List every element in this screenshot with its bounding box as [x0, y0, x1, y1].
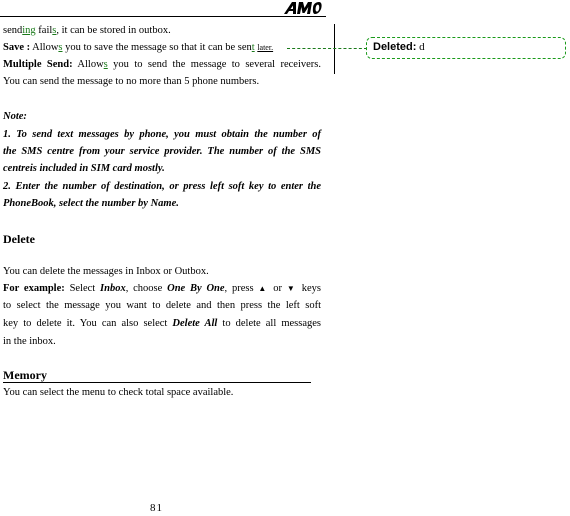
- tracked-insertion: s: [58, 42, 63, 53]
- revision-bar: [334, 24, 335, 74]
- text-line: You can delete the messages in Inbox or Outbox.: [3, 266, 209, 277]
- revision-connector: [287, 48, 367, 49]
- text-run: Inbox: [100, 283, 126, 294]
- page-number: 81: [150, 502, 163, 514]
- memory-heading: Memory: [3, 368, 47, 382]
- save-label: Save :: [3, 42, 31, 53]
- note-line: the SMS centre from your service provider. The number of the SMS: [3, 146, 321, 157]
- note-line: PhoneBook, select the number by Name.: [3, 198, 179, 209]
- tracked-insertion: s: [52, 25, 57, 36]
- balloon-label: Deleted:: [373, 41, 417, 53]
- text-run: , press: [224, 283, 259, 294]
- text-line: You can send the message to no more than 5 phone numbers.: [3, 76, 260, 87]
- up-arrow-icon: ▲: [258, 284, 269, 293]
- text-line: [3, 281, 321, 297]
- text-run: you to save the message so that it can be sen: [62, 42, 252, 53]
- text-run: Allow: [30, 42, 59, 53]
- note-line: centreis included in SIM card mostly.: [3, 163, 165, 174]
- text-run: you to send the message to several receivers.: [107, 59, 321, 70]
- text-run: Select: [64, 283, 101, 294]
- text-line: [3, 57, 321, 73]
- text-run: Delete All: [172, 318, 218, 329]
- tracked-insertion: s: [103, 59, 108, 70]
- text-line: [3, 40, 273, 56]
- text-line: [3, 316, 321, 332]
- text-line: in the inbox.: [3, 336, 56, 347]
- text-run: send: [3, 25, 23, 36]
- example-label: For example:: [3, 283, 65, 294]
- tracked-insertion: ing: [22, 25, 36, 36]
- text-line: You can select the menu to check total space available.: [3, 387, 234, 398]
- text-line: to select the message you want to delete and then press the left soft: [3, 300, 321, 311]
- text-run: key to delete it. You can also select: [3, 318, 173, 329]
- delete-heading: Delete: [3, 232, 35, 246]
- down-arrow-icon: ▼: [286, 284, 297, 293]
- text-run: or: [268, 283, 287, 294]
- memory-heading-rule: [3, 382, 311, 383]
- note-line: 1. To send text messages by phone, you must obtain the number of: [3, 129, 321, 140]
- text-run: , choose: [125, 283, 168, 294]
- text-run: keys: [296, 283, 321, 294]
- multiple-send-label: Multiple Send:: [3, 59, 73, 70]
- note-title: Note:: [3, 111, 27, 122]
- amoi-logo: [282, 1, 322, 15]
- text-run: Allow: [72, 59, 104, 70]
- text-run: to delete all messages: [217, 318, 321, 329]
- text-run: One By One: [167, 283, 225, 294]
- header-rule: [0, 16, 326, 17]
- note-line: 2. Enter the number of destination, or press left soft key to enter the: [3, 181, 321, 192]
- text-line: [3, 23, 171, 39]
- text-run: , it can be stored in outbox.: [56, 25, 171, 36]
- text-run: later.: [257, 43, 274, 52]
- deleted-comment-balloon[interactable]: [366, 37, 566, 59]
- text-run: fail: [35, 25, 53, 36]
- tracked-insertion: t: [251, 42, 255, 53]
- balloon-value: d: [419, 41, 425, 53]
